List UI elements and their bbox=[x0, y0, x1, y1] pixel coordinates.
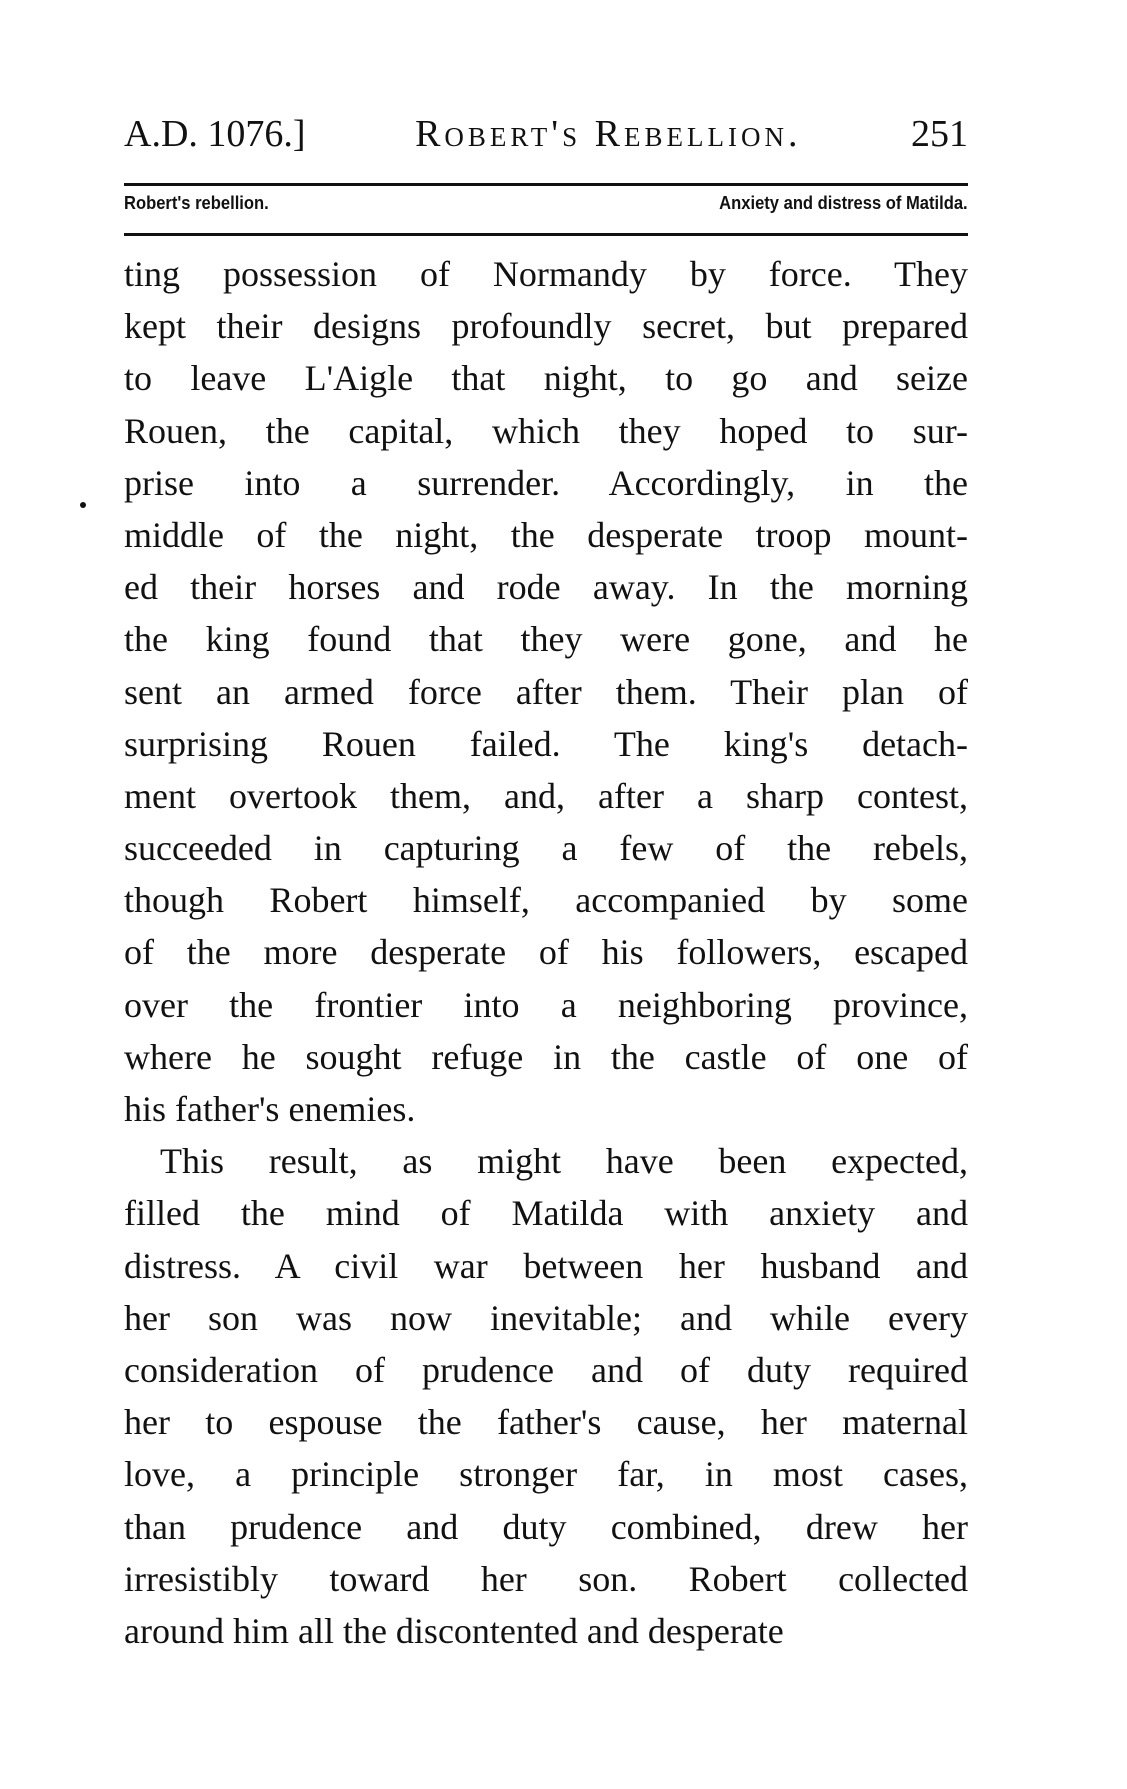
header-date: A.D. 1076.] bbox=[124, 113, 306, 155]
text-line: succeeded in capturing a few of the rebels, bbox=[124, 828, 968, 869]
text-line: Rouen, the capital, which they hoped to sur- bbox=[124, 410, 968, 451]
body-text bbox=[124, 248, 968, 1657]
text-line: surprising Rouen failed. The king's detach- bbox=[124, 723, 968, 764]
text-line: of the more desperate of his followers, escaped bbox=[124, 932, 968, 973]
running-head bbox=[124, 193, 968, 214]
margin-speck bbox=[80, 502, 86, 508]
text-line: ting possession of Normandy by force. They bbox=[124, 254, 968, 294]
text-line: the king found that they were gone, and he bbox=[124, 619, 968, 660]
text-line: irresistibly toward her son. Robert collected bbox=[124, 1558, 968, 1599]
header-rule-top bbox=[124, 183, 968, 186]
text-line: middle of the night, the desperate troop mount- bbox=[124, 514, 968, 555]
text-line: where he sought refuge in the castle of one of bbox=[124, 1036, 968, 1077]
text-line: to leave L'Aigle that night, to go and seize bbox=[124, 358, 968, 399]
text-line: prise into a surrender. Accordingly, in the bbox=[124, 462, 968, 503]
text-line: This result, as might have been expected, bbox=[160, 1141, 968, 1182]
header-title: Robert's Rebellion. bbox=[415, 113, 802, 155]
text-line: ed their horses and rode away. In the morning bbox=[124, 567, 968, 608]
text-line: though Robert himself, accompanied by some bbox=[124, 880, 968, 921]
text-line: sent an armed force after them. Their plan of bbox=[124, 671, 968, 712]
text-line: around him all the discontented and desperate bbox=[124, 1610, 784, 1651]
page-number: 251 bbox=[910, 113, 968, 155]
header-rule-bottom bbox=[124, 233, 968, 236]
text-line: his father's enemies. bbox=[124, 1089, 416, 1129]
running-head-right: Anxiety and distress of Matilda. bbox=[719, 193, 968, 213]
text-line: over the frontier into a neighboring province, bbox=[124, 984, 968, 1025]
text-line: consideration of prudence and of duty required bbox=[124, 1349, 968, 1390]
text-line: her to espouse the father's cause, her maternal bbox=[124, 1402, 968, 1443]
text-line: filled the mind of Matilda with anxiety and bbox=[124, 1193, 968, 1234]
running-head-left: Robert's rebellion. bbox=[124, 193, 269, 213]
text-line: than prudence and duty combined, drew her bbox=[124, 1506, 968, 1547]
text-line: distress. A civil war between her husband and bbox=[124, 1245, 968, 1286]
text-line: ment overtook them, and, after a sharp contest, bbox=[124, 775, 968, 816]
text-line: love, a principle stronger far, in most cases, bbox=[124, 1454, 968, 1495]
page-header bbox=[124, 112, 968, 162]
text-line: her son was now inevitable; and while every bbox=[124, 1297, 968, 1338]
text-line: kept their designs profoundly secret, but prepared bbox=[124, 306, 968, 347]
